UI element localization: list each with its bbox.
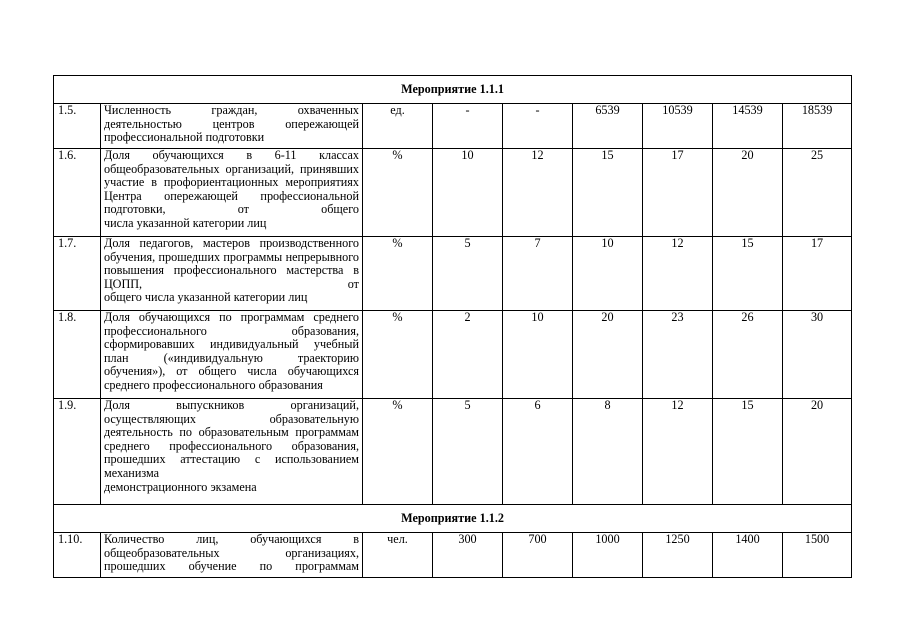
description-text: Доля обучающихся по программам среднего профессионального образования, сформировавших индивидуальный учебный план («индивидуальную траекторию обучения»), от общего числа обучающихся [104, 310, 359, 379]
description-text: Доля обучающихся в 6-11 классах общеобразовательных организаций, принявших участие в профориентационных мероприятиях Центра опережающей профессиональной подготовки, от общего [104, 148, 359, 217]
indicator-description [101, 237, 363, 311]
value-cell: 6 [503, 399, 573, 505]
value-cell: 20 [573, 311, 643, 399]
description-text: Доля выпускников организаций, осуществляющих образовательную деятельность по образовательным программам среднего профессионального образования, прошедших аттестацию с использованием механизма [104, 398, 359, 480]
value-cell: 12 [643, 399, 713, 505]
indicator-description [101, 104, 363, 149]
section-title: Мероприятие 1.1.1 [54, 76, 852, 104]
section-row [54, 76, 852, 104]
value-cell: 30 [783, 311, 852, 399]
value-cell: 20 [713, 149, 783, 237]
row-number: 1.7. [54, 237, 101, 311]
value-cell: 1500 [783, 533, 852, 578]
value-cell: 15 [573, 149, 643, 237]
value-cell: 1400 [713, 533, 783, 578]
unit-cell: % [363, 237, 433, 311]
section-row [54, 505, 852, 533]
value-cell: 1000 [573, 533, 643, 578]
indicators-table [53, 75, 852, 578]
value-cell: 26 [713, 311, 783, 399]
row-number: 1.8. [54, 311, 101, 399]
value-cell: 7 [503, 237, 573, 311]
unit-cell: % [363, 311, 433, 399]
description-text: Доля педагогов, мастеров производственного обучения, прошедших программы непрерывного повышения профессионального мастерства в ЦОПП, от [104, 236, 359, 291]
indicator-description [101, 149, 363, 237]
value-cell: 18539 [783, 104, 852, 149]
value-cell: - [433, 104, 503, 149]
value-cell: 15 [713, 399, 783, 505]
value-cell: 12 [643, 237, 713, 311]
description-text: Количество лиц, обучающихся в общеобразовательных организациях, прошедших обучение по программам [104, 532, 359, 574]
description-text: демонстрационного экзамена [104, 479, 257, 494]
row-number: 1.5. [54, 104, 101, 149]
value-cell: 20 [783, 399, 852, 505]
table-row [54, 104, 852, 149]
value-cell: 6539 [573, 104, 643, 149]
table-row [54, 311, 852, 399]
table-row [54, 149, 852, 237]
value-cell: 10539 [643, 104, 713, 149]
value-cell: - [503, 104, 573, 149]
section-title: Мероприятие 1.1.2 [54, 505, 852, 533]
value-cell: 17 [643, 149, 713, 237]
row-number: 1.9. [54, 399, 101, 505]
table-row [54, 399, 852, 505]
value-cell: 1250 [643, 533, 713, 578]
unit-cell: % [363, 399, 433, 505]
value-cell: 5 [433, 237, 503, 311]
indicator-description [101, 533, 363, 578]
value-cell: 15 [713, 237, 783, 311]
value-cell: 10 [573, 237, 643, 311]
description-text: общего числа указанной категории лиц [104, 290, 308, 305]
value-cell: 23 [643, 311, 713, 399]
value-cell: 300 [433, 533, 503, 578]
value-cell: 2 [433, 311, 503, 399]
unit-cell: чел. [363, 533, 433, 578]
value-cell: 12 [503, 149, 573, 237]
value-cell: 10 [433, 149, 503, 237]
description-text: числа указанной категории лиц [104, 215, 267, 230]
description-text: профессиональной подготовки [104, 130, 265, 145]
table-row [54, 533, 852, 578]
value-cell: 14539 [713, 104, 783, 149]
value-cell: 10 [503, 311, 573, 399]
row-number: 1.6. [54, 149, 101, 237]
value-cell: 700 [503, 533, 573, 578]
value-cell: 17 [783, 237, 852, 311]
value-cell: 8 [573, 399, 643, 505]
description-text: среднего профессионального образования [104, 377, 323, 392]
indicator-description [101, 399, 363, 505]
unit-cell: ед. [363, 104, 433, 149]
value-cell: 5 [433, 399, 503, 505]
unit-cell: % [363, 149, 433, 237]
row-number: 1.10. [54, 533, 101, 578]
indicator-description [101, 311, 363, 399]
table-row [54, 237, 852, 311]
description-text: Численность граждан, охваченных деятельностью центров опережающей [104, 103, 359, 131]
value-cell: 25 [783, 149, 852, 237]
